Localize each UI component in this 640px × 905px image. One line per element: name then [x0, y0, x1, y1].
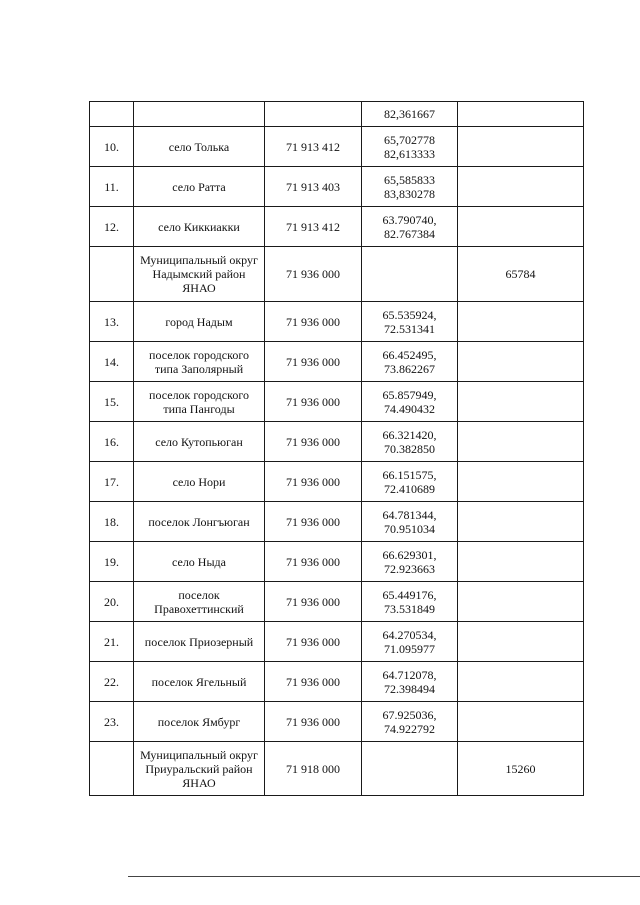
coordinate-first: 64.270534,	[382, 627, 437, 642]
settlement-name-cell	[134, 422, 265, 462]
coordinates-cell	[362, 462, 458, 502]
table-row	[90, 102, 584, 127]
coordinate-second: 72.531341	[384, 321, 435, 336]
population-cell	[458, 127, 584, 167]
oktmo-code-cell: 71 936 000	[265, 662, 362, 702]
coordinate-first: 66.452495,	[382, 347, 437, 362]
settlement-name-cell	[134, 702, 265, 742]
coordinate-first: 67.925036,	[382, 707, 437, 722]
row-number-cell: 17.	[90, 462, 134, 502]
population-cell	[458, 662, 584, 702]
oktmo-code-cell: 71 913 412	[265, 207, 362, 247]
coordinates-cell	[362, 702, 458, 742]
coordinate-first: 65,702778	[384, 132, 435, 147]
row-number-cell	[90, 247, 134, 302]
settlement-name-cell	[134, 127, 265, 167]
coordinate-second: 74.490432	[384, 401, 435, 416]
settlements-table	[89, 101, 584, 796]
oktmo-code-cell: 71 936 000	[265, 622, 362, 662]
coordinate-second: 73.862267	[384, 361, 435, 376]
settlement-name: село Кутопьюган	[155, 434, 243, 449]
page-bottom-rule	[128, 876, 640, 877]
row-number-cell: 15.	[90, 382, 134, 422]
settlement-name-cell	[134, 742, 265, 796]
coordinates-cell	[362, 167, 458, 207]
settlement-name: поселок Приозерный	[144, 634, 254, 649]
coordinates-cell	[362, 662, 458, 702]
coordinate-second: 74.922792	[384, 721, 435, 736]
row-number-cell: 23.	[90, 702, 134, 742]
table-row	[90, 622, 584, 662]
table-row	[90, 662, 584, 702]
row-number-cell: 21.	[90, 622, 134, 662]
settlement-name: село Ратта	[172, 179, 226, 194]
table-body	[90, 102, 584, 796]
coordinate-first: 65,585833	[384, 172, 435, 187]
coordinate-first: 65.449176,	[382, 587, 437, 602]
settlement-name-cell	[134, 207, 265, 247]
coordinate-second: 70.382850	[384, 441, 435, 456]
table-row	[90, 207, 584, 247]
coordinates-cell	[362, 542, 458, 582]
coordinate-first: 82,361667	[384, 107, 435, 121]
population-cell	[458, 502, 584, 542]
coordinate-first: 66.629301,	[382, 547, 437, 562]
settlement-name-cell	[134, 102, 265, 127]
oktmo-code-cell: 71 936 000	[265, 342, 362, 382]
oktmo-code-cell: 71 918 000	[265, 742, 362, 796]
settlement-name-cell	[134, 382, 265, 422]
population-cell	[458, 342, 584, 382]
population-cell	[458, 582, 584, 622]
coordinates-cell	[362, 342, 458, 382]
oktmo-code-cell: 71 936 000	[265, 702, 362, 742]
coordinates-cell	[362, 247, 458, 302]
settlement-name: село Ныда	[172, 554, 226, 569]
oktmo-code-cell: 71 936 000	[265, 422, 362, 462]
population-cell: 65784	[458, 247, 584, 302]
oktmo-code-cell: 71 936 000	[265, 582, 362, 622]
oktmo-code-cell: 71 913 403	[265, 167, 362, 207]
oktmo-code-cell: 71 936 000	[265, 462, 362, 502]
settlement-name: Муниципальный округ Надымский район ЯНАО	[140, 253, 258, 295]
settlement-name-cell	[134, 247, 265, 302]
table-row	[90, 462, 584, 502]
oktmo-code-cell: 71 936 000	[265, 502, 362, 542]
table-row	[90, 302, 584, 342]
table-row	[90, 502, 584, 542]
settlement-name: село Нори	[172, 474, 226, 489]
population-cell	[458, 207, 584, 247]
coordinate-first: 65.535924,	[382, 307, 437, 322]
settlement-name: поселок Ямбург	[157, 714, 241, 729]
table-row	[90, 422, 584, 462]
coordinates-cell	[362, 502, 458, 542]
coordinate-first: 66.151575,	[382, 467, 437, 482]
oktmo-code-cell: 71 936 000	[265, 382, 362, 422]
coordinates-cell	[362, 582, 458, 622]
table-row	[90, 247, 584, 302]
settlement-name: город Надым	[165, 314, 233, 329]
coordinate-first: 63.790740,	[382, 212, 437, 227]
population-cell	[458, 382, 584, 422]
table-row	[90, 542, 584, 582]
row-number-cell: 10.	[90, 127, 134, 167]
settlement-name-cell	[134, 582, 265, 622]
settlement-name: поселок Лонгъюган	[148, 514, 250, 529]
coordinates-cell	[362, 382, 458, 422]
oktmo-code-cell: 71 936 000	[265, 247, 362, 302]
table-row	[90, 742, 584, 796]
coordinates-cell	[362, 127, 458, 167]
row-number-cell: 11.	[90, 167, 134, 207]
coordinate-second: 83,830278	[384, 186, 435, 201]
settlement-name-cell	[134, 302, 265, 342]
coordinate-second: 82,613333	[384, 146, 435, 161]
coordinate-second: 72.410689	[384, 481, 435, 496]
coordinate-first: 65.857949,	[382, 387, 437, 402]
table-row	[90, 702, 584, 742]
settlement-name-cell	[134, 542, 265, 582]
row-number-cell: 18.	[90, 502, 134, 542]
population-cell	[458, 702, 584, 742]
coordinate-second: 72.923663	[384, 561, 435, 576]
row-number-cell: 22.	[90, 662, 134, 702]
coordinate-second: 73.531849	[384, 601, 435, 616]
population-cell	[458, 422, 584, 462]
coordinate-first: 64.712078,	[382, 667, 437, 682]
coordinate-second: 70.951034	[384, 521, 435, 536]
settlement-name: село Толька	[168, 139, 230, 154]
coordinates-cell	[362, 622, 458, 662]
row-number-cell: 19.	[90, 542, 134, 582]
settlement-name-cell	[134, 502, 265, 542]
population-cell: 15260	[458, 742, 584, 796]
coordinates-cell	[362, 422, 458, 462]
settlement-name: поселок Правохеттинский	[154, 587, 244, 616]
coordinates-cell	[362, 102, 458, 127]
row-number-cell	[90, 742, 134, 796]
coordinate-second: 72.398494	[384, 681, 435, 696]
table-row	[90, 167, 584, 207]
population-cell	[458, 542, 584, 582]
settlement-name: Муниципальный округ Приуральский район ЯНАО	[140, 747, 258, 790]
row-number-cell: 16.	[90, 422, 134, 462]
oktmo-code-cell: 71 936 000	[265, 302, 362, 342]
row-number-cell: 13.	[90, 302, 134, 342]
coordinate-second: 82.767384	[384, 226, 435, 241]
oktmo-code-cell	[265, 102, 362, 127]
settlement-name-cell	[134, 342, 265, 382]
table-row	[90, 342, 584, 382]
settlement-name: поселок Ягельный	[151, 674, 247, 689]
table-row	[90, 382, 584, 422]
settlement-name: поселок городского типа Заполярный	[149, 347, 249, 376]
coordinates-cell	[362, 207, 458, 247]
coordinate-second: 71.095977	[384, 641, 435, 656]
population-cell	[458, 167, 584, 207]
settlement-name: поселок городского типа Пангоды	[149, 387, 249, 416]
row-number-cell	[90, 102, 134, 127]
row-number-cell: 20.	[90, 582, 134, 622]
row-number-cell: 14.	[90, 342, 134, 382]
oktmo-code-cell: 71 936 000	[265, 542, 362, 582]
settlement-name: село Киккиакки	[158, 219, 240, 234]
row-number-cell: 12.	[90, 207, 134, 247]
population-cell	[458, 462, 584, 502]
table-row	[90, 127, 584, 167]
coordinate-first: 66.321420,	[382, 427, 437, 442]
settlement-name-cell	[134, 622, 265, 662]
coordinates-cell	[362, 742, 458, 796]
table-row	[90, 582, 584, 622]
oktmo-code-cell: 71 913 412	[265, 127, 362, 167]
population-cell	[458, 622, 584, 662]
settlement-name-cell	[134, 662, 265, 702]
coordinate-first: 64.781344,	[382, 507, 437, 522]
coordinates-cell	[362, 302, 458, 342]
settlement-name-cell	[134, 462, 265, 502]
population-cell	[458, 102, 584, 127]
settlement-name-cell	[134, 167, 265, 207]
population-cell	[458, 302, 584, 342]
